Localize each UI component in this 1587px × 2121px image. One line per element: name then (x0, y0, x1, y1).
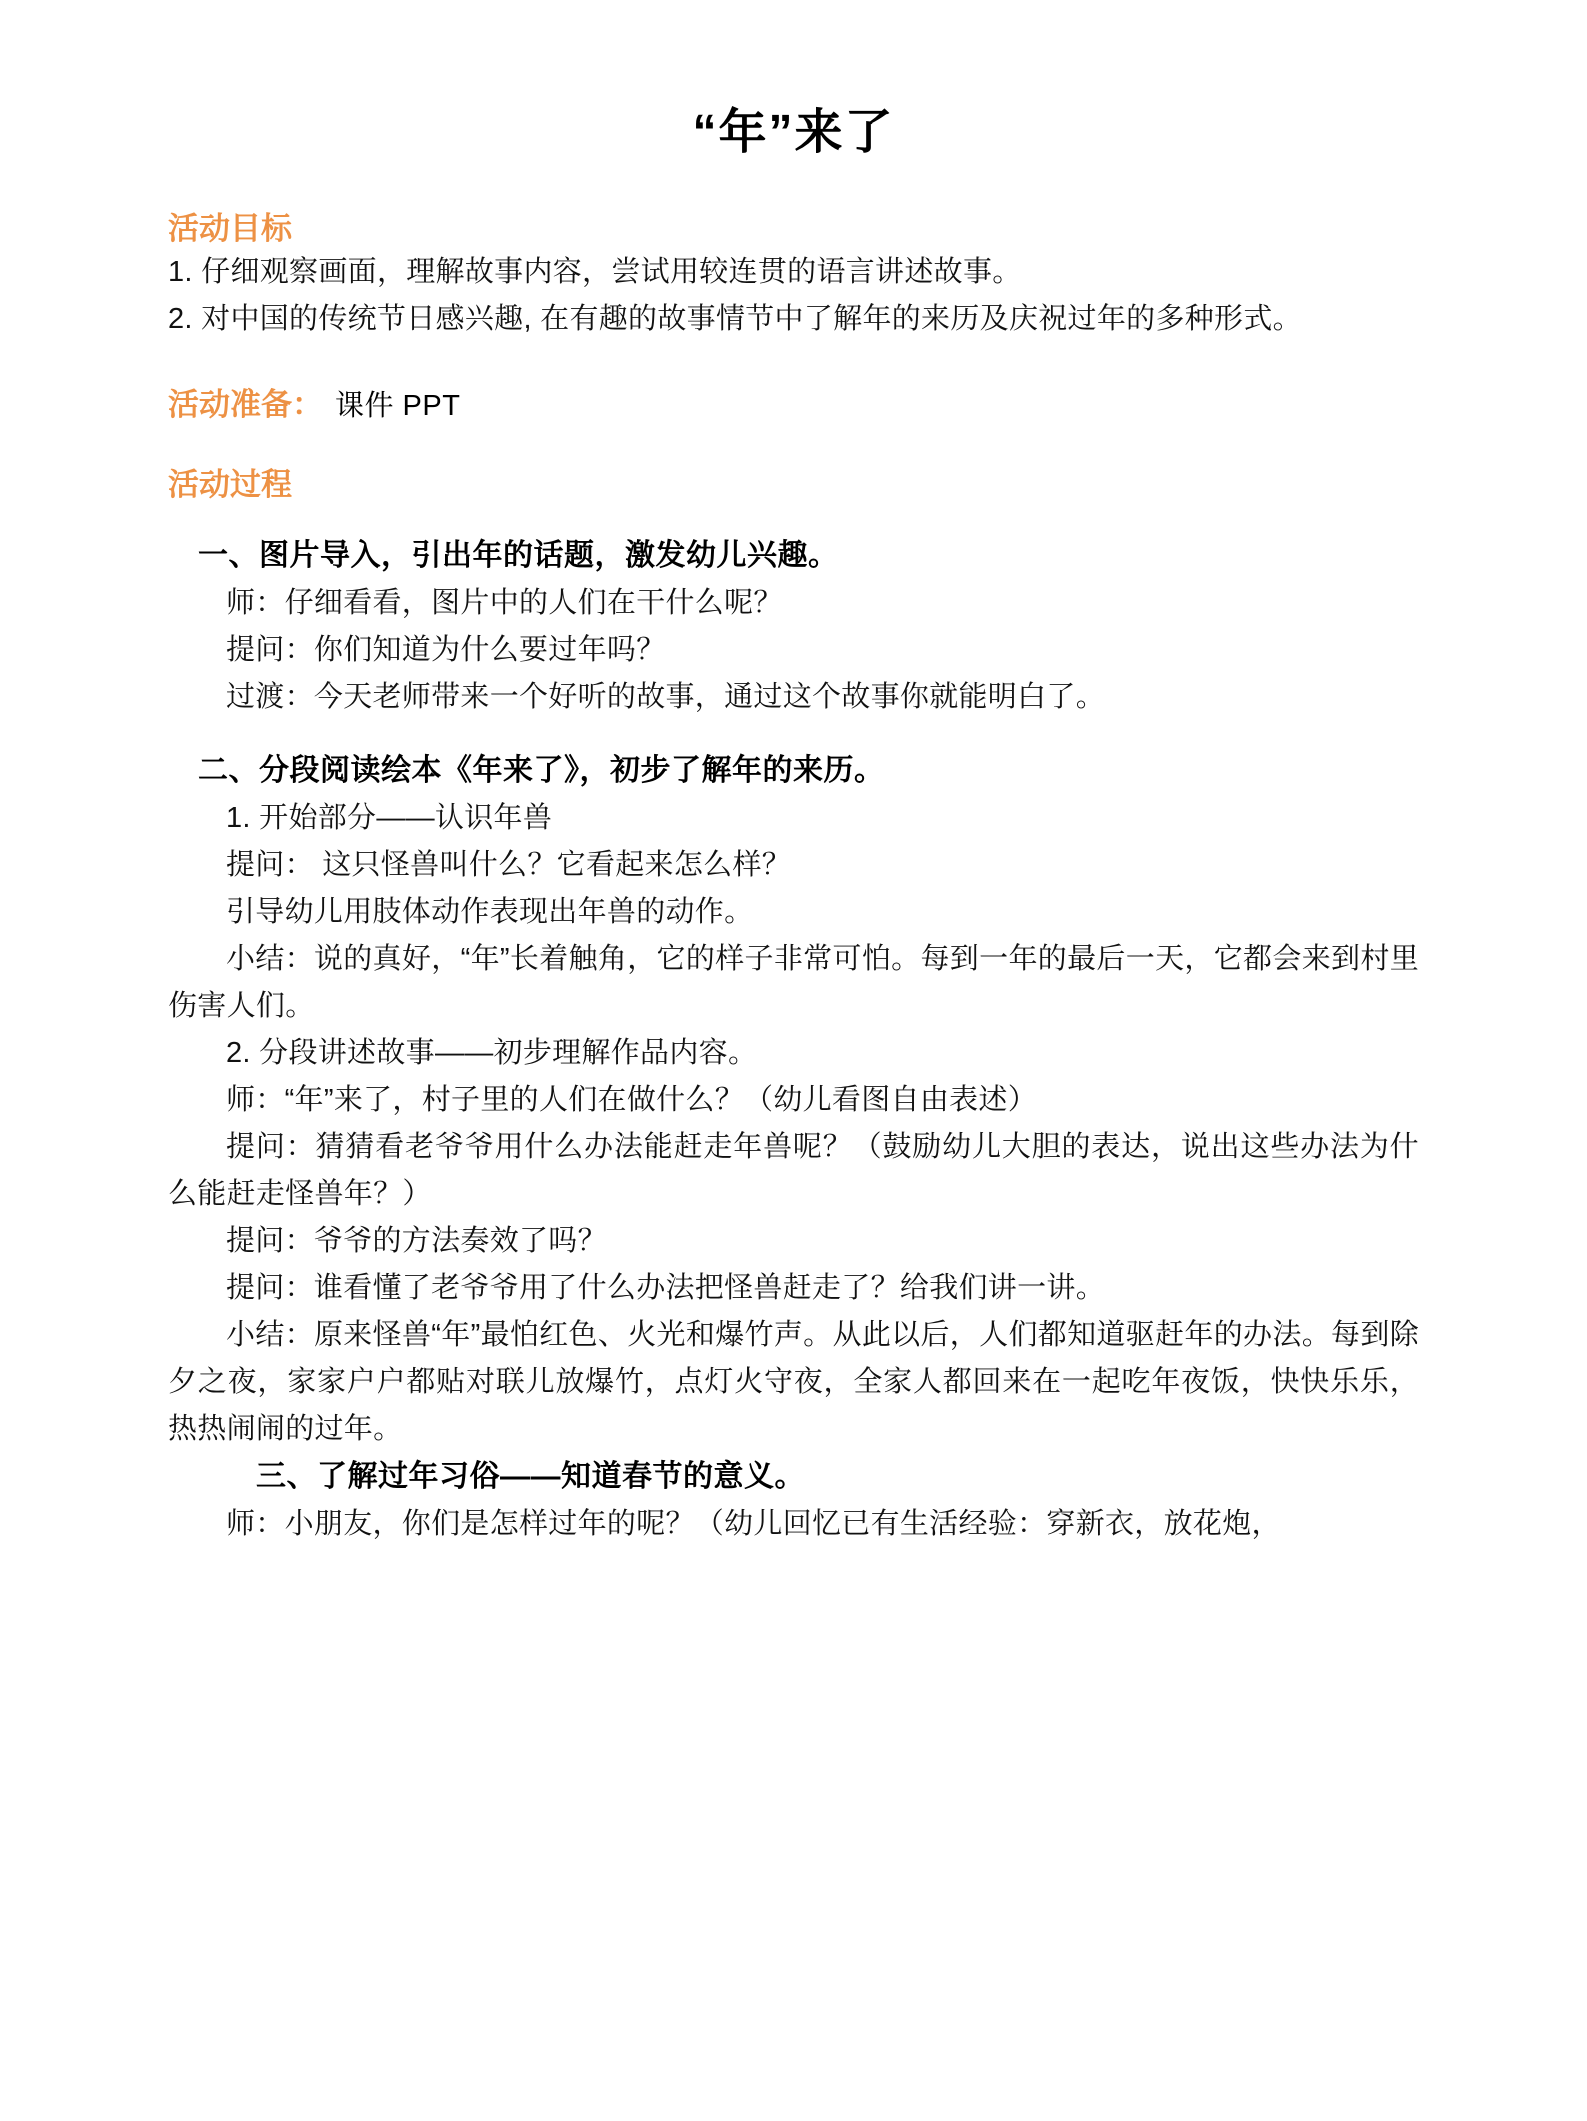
goal-item-1: 1. 仔细观察画面，理解故事内容，尝试用较连贯的语言讲述故事。 (168, 256, 1022, 289)
part2-sub1-summary: 小结：说的真好，“年”长着触角，它的样子非常可怕。每到一年的最后一天，它都会来到村里伤害人们。 (168, 942, 1419, 1022)
part2-sub2-line-1: 师：“年”来了，村子里的人们在做什么？（幼儿看图自由表述） (226, 1083, 1038, 1116)
process-part2-title: 二、分段阅读绘本《年来了》，初步了解年的来历。 (198, 753, 885, 787)
heading-activity-prep: 活动准备： (168, 387, 323, 423)
page-title: “年”来了 (692, 106, 895, 159)
part1-line-3: 过渡：今天老师带来一个好听的故事，通过这个故事你就能明白了。 (226, 681, 1106, 713)
part2-sub2-title: 2. 分段讲述故事——初步理解作品内容。 (226, 1036, 758, 1069)
part3-line-1: 师：小朋友，你们是怎样过年的呢？（幼儿回忆已有生活经验：穿新衣，放花炮， (226, 1507, 1281, 1540)
part2-sub1-title: 1. 开始部分——认识年兽 (226, 801, 553, 834)
part2-sub2-line-2: 提问：猜猜看老爷爷用什么办法能赶走年兽呢？（鼓励幼儿大胆的表达，说出这些办法为什么能赶走怪兽年？） (168, 1130, 1419, 1210)
activity-prep-row (168, 383, 1419, 426)
heading-activity-goal: 活动目标 (168, 210, 292, 246)
part2-sub1-line-1: 提问： 这只怪兽叫什么？它看起来怎么样？ (226, 848, 792, 881)
activity-prep-value: 课件 PPT (335, 390, 461, 423)
part2-sub2-summary: 小结：原来怪兽“年”最怕红色、火光和爆竹声。从此以后，人们都知道驱赶年的办法。每到除夕之夜，家家户户都贴对联儿放爆竹，点灯火守夜，全家人都回来在一起吃年夜饭，快快乐乐，热热闹闹的过年。 (168, 1318, 1419, 1445)
goal-item-2: 2. 对中国的传统节日感兴趣, 在有趣的故事情节中了解年的来历及庆祝过年的多种形式。 (168, 303, 1302, 336)
heading-activity-process: 活动过程 (168, 467, 292, 503)
part1-line-2: 提问：你们知道为什么要过年吗？ (226, 634, 666, 667)
part2-sub1-line-2: 引导幼儿用肢体动作表现出年兽的动作。 (226, 895, 754, 928)
part2-sub2-line-4: 提问：谁看懂了老爷爷用了什么办法把怪兽赶走了？给我们讲一讲。 (226, 1271, 1106, 1304)
process-part1-title: 一、图片导入，引出年的话题，激发幼儿兴趣。 (198, 539, 839, 573)
process-part3-title: 三、了解过年习俗——知道春节的意义。 (256, 1459, 805, 1493)
part2-sub2-line-3: 提问：爷爷的方法奏效了吗？ (226, 1224, 607, 1257)
part1-line-1: 师：仔细看看，图片中的人们在干什么呢？ (226, 587, 783, 620)
